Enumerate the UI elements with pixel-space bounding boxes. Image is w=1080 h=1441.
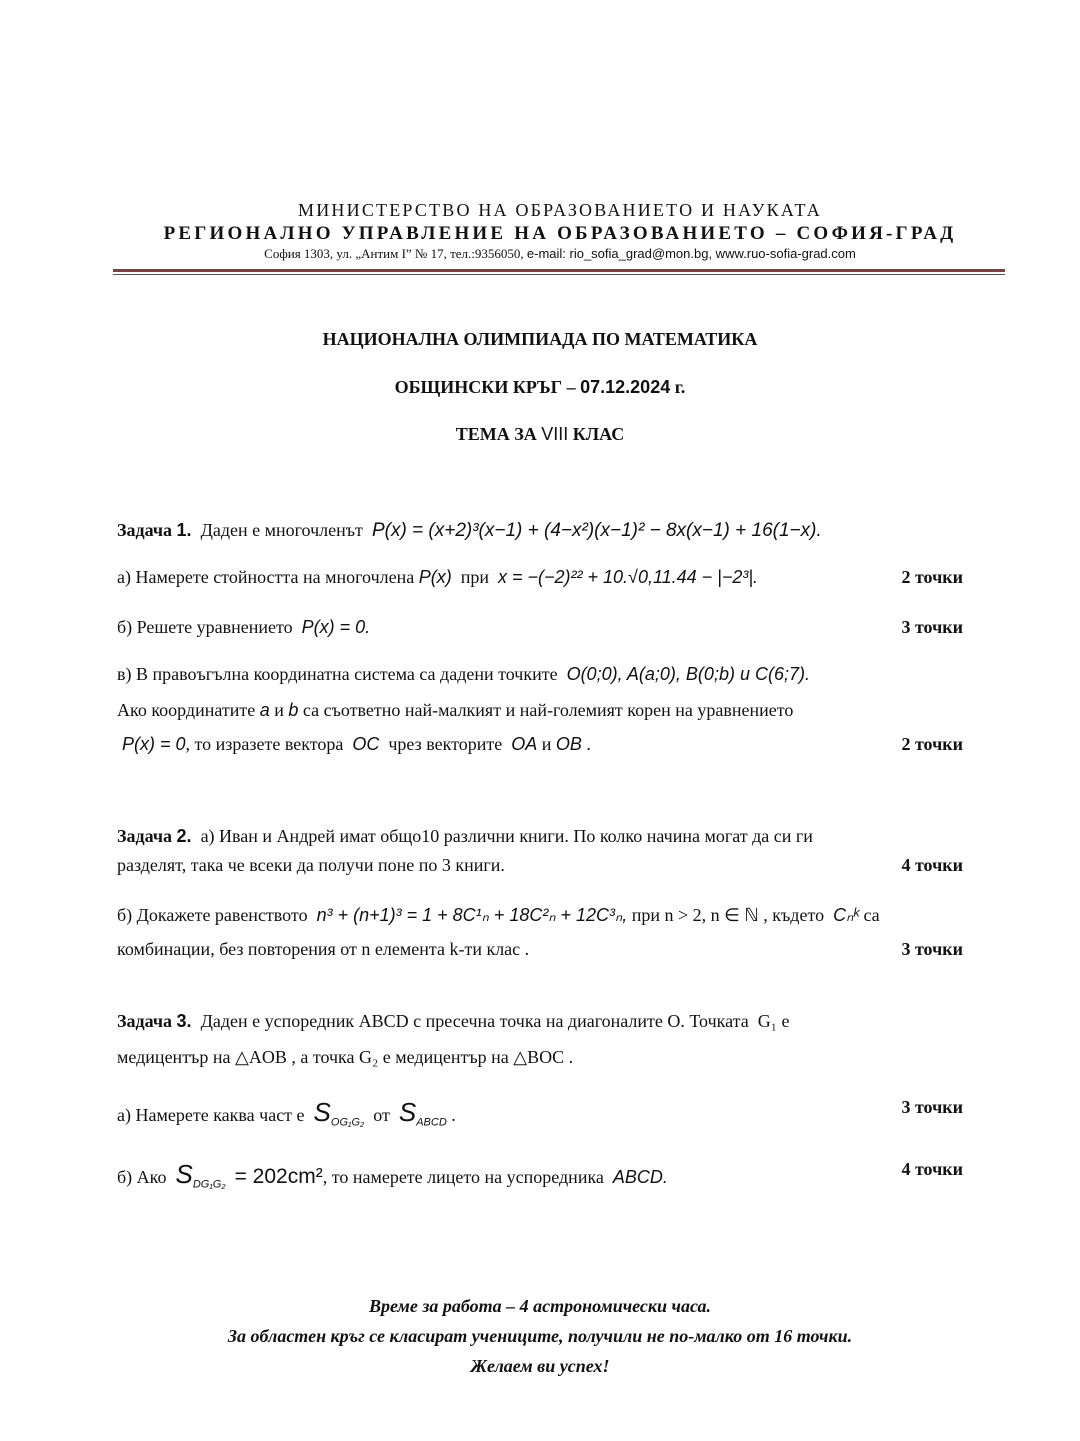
- task2-a-line2: разделят, така че всеки да получи поне по 3 книги.: [117, 855, 505, 875]
- polynomial-formula: P(x) = (x+2)³(x−1) + (4−x²)(x−1)² − 8x(x−1) + 16(1−x).: [371, 520, 822, 541]
- time-note: Време за работа – 4 астрономически часа.: [368, 1296, 712, 1316]
- task1-a-points: 2 точки: [901, 567, 963, 587]
- task3-b-points: 4 точки: [901, 1159, 963, 1179]
- regional-office-name: РЕГИОНАЛНО УПРАВЛЕНИЕ НА ОБРАЗОВАНИЕТО – СОФИЯ-ГРАД: [163, 223, 957, 244]
- task2-b-points: 3 точки: [901, 939, 963, 959]
- task2-a-line1: Задача 2. а) Иван и Андрей имат общо10 различни книги. По колко начина могат да си ги: [117, 826, 813, 846]
- task2-a-points: 4 точки: [901, 855, 963, 875]
- contacts: e-mail: rio_sofia_grad@mon.bg, www.ruo-sofia-grad.com: [526, 246, 856, 261]
- task3-line1: Задача 3. Даден е успоредник ABCD с пресечна точка на диагоналите O. Точката G₁ е: [117, 1011, 790, 1031]
- task1-b-points: 3 точки: [901, 617, 963, 637]
- task1-statement: Задача 1. Даден е многочленът P(x) = (x+2)³(x−1) + (4−x²)(x−1)² − 8x(x−1) + 16(1−x).: [117, 520, 822, 541]
- task3-b: б) Ако $S_{DG_1G_2} = 202cm^2$, то намерете лицето на успоредника ABCD.: [117, 1159, 668, 1191]
- header-divider: [113, 269, 1005, 272]
- task1-a: а) Намерете стойността на многочлена P(x) при x = −(−2)²² + 10.√0,11.44 − |−2³|.: [117, 567, 759, 587]
- task3-a: а) Намерете каква част е $S_{OG_1G_2}$ от $S_{ABCD}$ .: [117, 1097, 456, 1129]
- address: София 1303, ул. „Антим I” № 17, тел.:9356050,: [264, 246, 524, 261]
- task3-line2: медицентър на △AOB , а точка G₂ е медицентър на △BOC .: [117, 1047, 574, 1067]
- qualify-note: За областен кръг се класират учениците, получили не по-малко от 16 точки.: [227, 1326, 853, 1346]
- round-title: ОБЩИНСКИ КРЪГ – 07.12.2024 г.: [394, 377, 686, 397]
- task1-b: б) Решете уравнението P(x) = 0.: [117, 617, 371, 637]
- task1-c-line2: Ако координатите a и b са съответно най-малкият и най-големият корен на уравнението: [117, 700, 794, 720]
- letterhead: [0, 200, 1080, 262]
- task1-c-line1: в) В правоъгълна координатна система са дадени точките O(0;0), A(a;0), B(0;b) и C(6;7).: [117, 664, 810, 684]
- task2-b-line2: комбинации, без повторения от n елемента k-ти клас .: [117, 939, 530, 959]
- good-luck-note: Желаем ви успех!: [470, 1356, 610, 1376]
- combination-formula: n³ + (n+1)³ = 1 + 8C¹ₙ + 18C²ₙ + 12C³ₙ,: [316, 905, 628, 925]
- ministry-name: МИНИСТЕРСТВО НА ОБРАЗОВАНИЕТО И НАУКАТА: [298, 200, 822, 220]
- address-line: [40, 246, 1080, 262]
- task3-a-points: 3 точки: [901, 1097, 963, 1117]
- olympiad-title: НАЦИОНАЛНА ОЛИМПИАДА ПО МАТЕМАТИКА: [322, 329, 758, 349]
- task2-b-line1: б) Докажете равенството n³ + (n+1)³ = 1 + 8C¹ₙ + 18C²ₙ + 12C³ₙ, при n > 2, n ∈ ℕ , където Cₙᵏ са: [117, 905, 880, 925]
- theme-title: ТЕМА ЗА VIII КЛАС: [455, 424, 625, 444]
- task1-c-line3: P(x) = 0, то изразете вектора OC чрез векторите OA и OB .: [117, 734, 591, 754]
- task1-c-points: 2 точки: [901, 734, 963, 754]
- header-divider-thin: [113, 274, 1005, 275]
- x-expression: x = −(−2)²² + 10.√0,11.44 − |−2³|.: [498, 567, 759, 587]
